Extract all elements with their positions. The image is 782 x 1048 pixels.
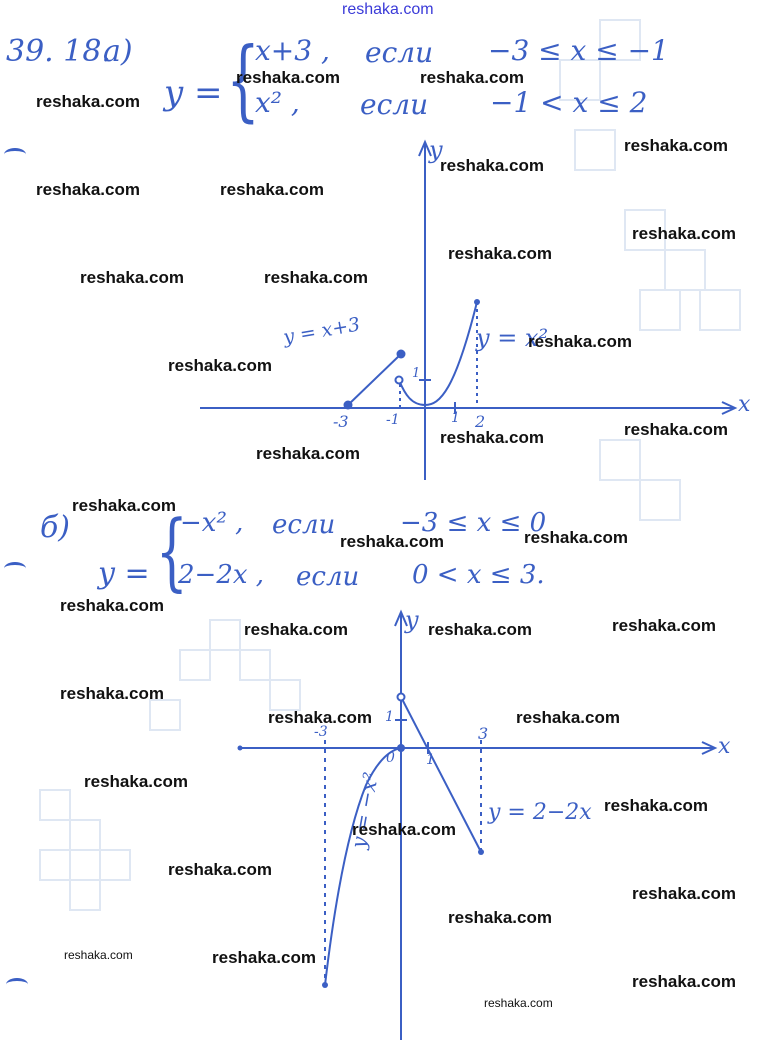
part-a-case2-cond: −1 < x ≤ 2 <box>490 86 648 119</box>
watermark: reshaka.com <box>516 708 620 727</box>
part-a-case1-expr: x+3 , <box>255 34 330 67</box>
graph-a-parabola-label: y = x² <box>476 324 549 352</box>
watermark: reshaka.com <box>448 244 552 263</box>
watermark: reshaka.com <box>168 860 272 879</box>
graph-b-y-label: y <box>405 606 419 634</box>
graph-a-tick-label-neg1: -1 <box>386 412 400 428</box>
part-a-label: а) <box>103 34 133 69</box>
watermark: reshaka.com <box>632 972 736 991</box>
watermark: reshaka.com <box>72 496 176 515</box>
part-b-case1-expr: −x² , <box>180 508 244 538</box>
graph-b-point-open <box>398 694 405 701</box>
graph-b-x-label: x <box>718 734 731 759</box>
graph-a-ytick-label-1: 1 <box>412 366 421 381</box>
part-b-brace: { <box>155 502 188 600</box>
watermark: reshaka.com <box>340 532 444 551</box>
part-b-case2-cond-word: если <box>296 562 360 592</box>
graph-b-point-origin <box>397 744 405 752</box>
graph-b-point-left-end <box>322 982 328 988</box>
watermark: reshaka.com <box>236 68 340 87</box>
watermark: reshaka.com <box>428 620 532 639</box>
watermark: reshaka.com <box>84 772 188 791</box>
graph-a-tick-label-1: 1 <box>451 410 460 426</box>
graph-a-tick-label-neg3: -3 <box>333 412 349 431</box>
part-a-case2-cond-word: если <box>360 88 429 121</box>
graph-a-y-label: y <box>429 136 443 164</box>
watermark: reshaka.com <box>632 884 736 903</box>
site-link[interactable]: reshaka.com <box>342 1 434 18</box>
watermark: reshaka.com <box>624 420 728 439</box>
graph-b-tick-label-neg3: -3 <box>314 724 328 740</box>
watermark: reshaka.com <box>524 528 628 547</box>
watermark: reshaka.com <box>440 428 544 447</box>
watermark: reshaka.com <box>448 908 552 927</box>
part-b-case1-cond-word: если <box>272 510 336 540</box>
graph-b-tick-label-1: 1 <box>426 752 435 768</box>
graph-b-ytick-label-1: 1 <box>385 709 394 725</box>
corner-mark <box>4 562 26 575</box>
watermark: reshaka.com <box>60 596 164 615</box>
watermark: reshaka.com <box>264 268 368 287</box>
watermark: reshaka.com <box>168 356 272 375</box>
watermark: reshaka.com <box>624 136 728 155</box>
watermark: reshaka.com <box>440 156 544 175</box>
graph-b-tick-label-0: 0 <box>386 750 395 766</box>
watermark: reshaka.com <box>268 708 372 727</box>
graph-a-tick-label-2: 2 <box>475 412 486 431</box>
part-a-brace: { <box>226 28 260 131</box>
watermark: reshaka.com <box>612 616 716 635</box>
watermark: reshaka.com <box>528 332 632 351</box>
watermark: reshaka.com <box>80 268 184 287</box>
part-a-case1-cond-word: если <box>365 36 434 69</box>
watermark: reshaka.com <box>220 180 324 199</box>
watermark: reshaka.com <box>604 796 708 815</box>
watermark-small: reshaka.com <box>484 996 553 1010</box>
part-a-y-equals: y = <box>164 73 223 113</box>
part-b-case2-expr: 2−2x , <box>178 560 265 590</box>
part-b-y-equals: y = <box>98 556 150 591</box>
graph-b-line-label: y = 2−2x <box>488 800 592 825</box>
graph-b-parabola-label: y = −x² <box>346 770 383 851</box>
watermark: reshaka.com <box>60 684 164 703</box>
part-b-label: б) <box>40 510 71 545</box>
corner-mark <box>4 148 26 161</box>
watermark: reshaka.com <box>256 444 360 463</box>
part-b-case1-cond: −3 ≤ x ≤ 0 <box>400 508 547 538</box>
watermark: reshaka.com <box>352 820 456 839</box>
part-a-case2-expr: x² , <box>255 86 300 119</box>
graph-b-axis-start <box>238 746 243 751</box>
corner-mark <box>6 978 28 991</box>
problem-number: 39. 18. <box>6 34 111 69</box>
watermark-small: reshaka.com <box>64 948 133 962</box>
graph-b-point-right-end <box>478 849 484 855</box>
watermark: reshaka.com <box>420 68 524 87</box>
graph-a-line-label: y = x+3 <box>281 313 362 349</box>
watermark: reshaka.com <box>36 92 140 111</box>
watermark: reshaka.com <box>244 620 348 639</box>
part-a-case1-cond: −3 ≤ x ≤ −1 <box>488 34 669 67</box>
watermark: reshaka.com <box>632 224 736 243</box>
watermark: reshaka.com <box>36 180 140 199</box>
part-b-case2-cond: 0 < x ≤ 3. <box>412 560 545 590</box>
watermark: reshaka.com <box>212 948 316 967</box>
graph-a-x-label: x <box>738 392 751 417</box>
graph-b-tick-label-3: 3 <box>478 724 489 743</box>
